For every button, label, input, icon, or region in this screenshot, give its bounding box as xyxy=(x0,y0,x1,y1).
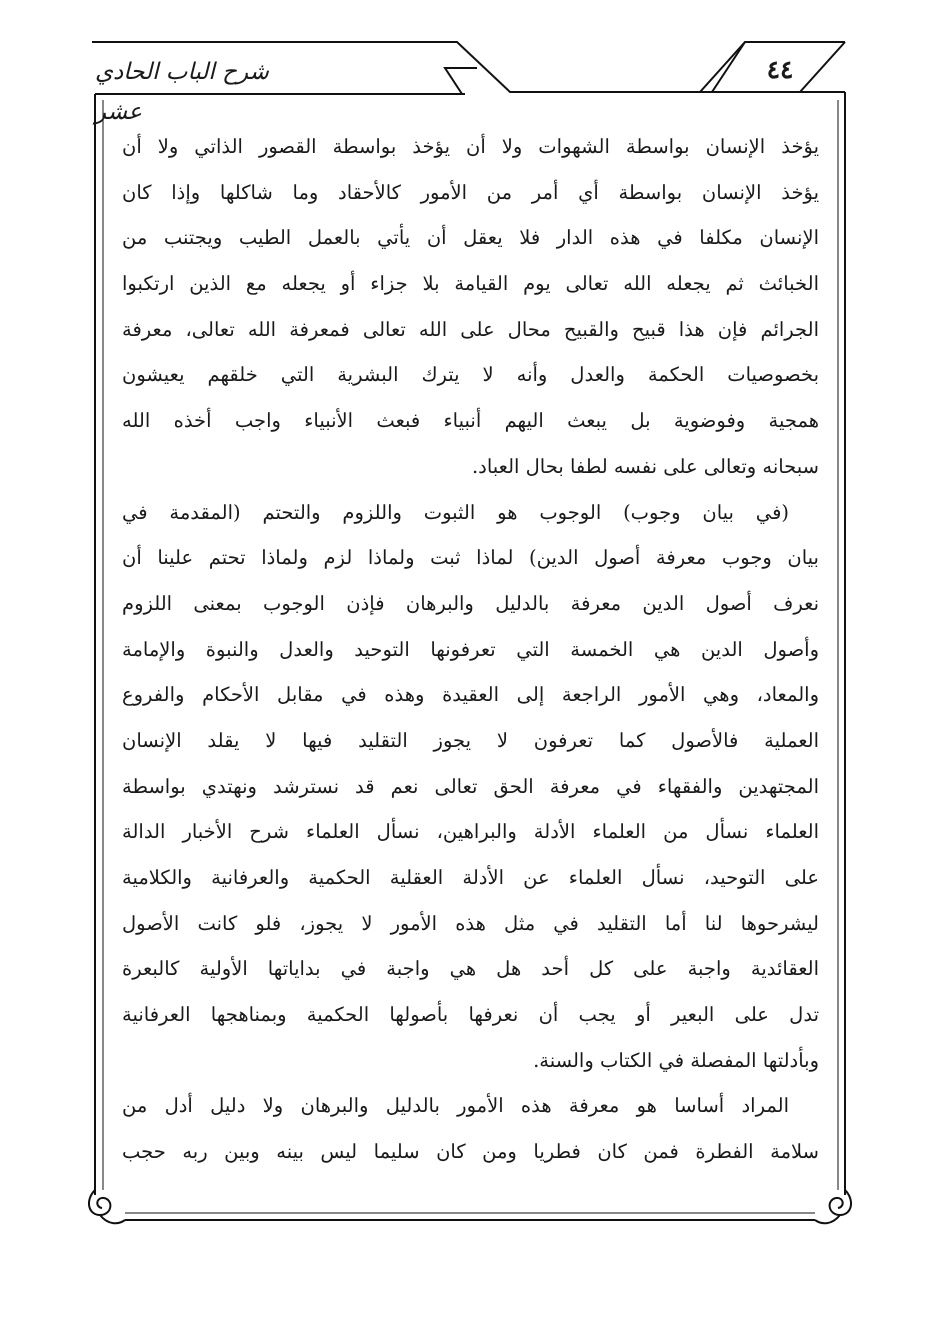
text-line: المراد أساسا هو معرفة هذه الأمور بالدليل والبرهان ولا دليل أدل من xyxy=(122,1094,789,1118)
text-line: العقائدية واجبة على كل أحد هل هي واجبة في بداياتها الأولية كالبعرة xyxy=(122,957,819,981)
text-line: ليشرحوها لنا أما التقليد في مثل هذه الأمور لا يجوز، فلو كانت الأصول xyxy=(122,911,819,935)
text-line: يؤخذ الإنسان بواسطة أي أمر من الأمور كالأحقاد وما شاكلها وإذا كان xyxy=(122,180,819,204)
text-line: سبحانه وتعالى على نفسه لطفا بحال العباد. xyxy=(471,454,819,478)
text-line: همجية وفوضوية بل يبعث اليهم أنبياء فبعث الأنبياء واجب أخذه الله xyxy=(122,409,819,433)
text-line: (في بيان وجوب) الوجوب هو الثبوت واللزوم والتحتم (المقدمة في xyxy=(122,500,789,524)
text-line: الجرائم فإن هذا قبيح والقبيح محال على الله تعالى فمعرفة الله تعالى، معرفة xyxy=(122,317,819,341)
text-line: والمعاد، وهي الأمور الراجعة إلى العقيدة وهذه في مقابل الأحكام والفروع xyxy=(122,683,819,707)
text-line: بخصوصيات الحكمة والعدل وأنه لا يترك البشرية التي خلقهم يعيشون xyxy=(122,363,819,387)
text-line: العلماء نسأل من العلماء الأدلة والبراهين، نسأل العلماء شرح الأخبار الدالة xyxy=(122,820,819,844)
text-line: بيان وجوب معرفة أصول الدين) لماذا ثبت ولماذا لزم ولماذا تحتم علينا أن xyxy=(122,546,819,570)
text-line: يؤخذ الإنسان بواسطة الشهوات ولا أن يؤخذ بواسطة القصور الذاتي ولا أن xyxy=(122,135,819,158)
text-line: وبأدلتها المفصلة في الكتاب والسنة. xyxy=(533,1048,819,1072)
body-text xyxy=(122,124,819,1196)
text-line: على التوحيد، نسأل العلماء عن الأدلة العقلية الحكمية والعرفانية والكلامية xyxy=(122,866,819,889)
text-line: تدل على البعير أو يجب أن نعرفها بأصولها الحكمية وبمناهجها العرفانية xyxy=(122,1003,819,1027)
text-line: سلامة الفطرة فمن كان فطريا ومن كان سليما ليس بينه وبين ربه حجب xyxy=(122,1140,819,1164)
text-line: الإنسان مكلفا في هذه الدار فلا يعقل أن يأتي بالعمل الطيب ويجتنب من xyxy=(122,226,819,250)
text-line: نعرف أصول الدين معرفة بالدليل والبرهان فإذن الوجوب بمعنى اللزوم xyxy=(122,591,819,615)
text-line: العملية فالأصول كما تعرفون لا يجوز التقليد فيها لا يقلد الإنسان xyxy=(122,728,819,752)
text-line: الخبائث ثم يجعله الله تعالى يوم القيامة بلا جزاء أو يجعله مع الذين ارتكبوا xyxy=(122,272,819,296)
text-line: المجتهدين والفقهاء في معرفة الحق تعالى نعم قد نسترشد ونهتدي بواسطة xyxy=(122,774,819,798)
text-line: وأصول الدين هي الخمسة التي تعرفونها التوحيد والعدل والنبوة والإمامة xyxy=(122,637,819,661)
page-number: ٤٤ xyxy=(766,55,794,84)
running-header-title: شرح الباب الحادي عشر xyxy=(95,59,269,125)
